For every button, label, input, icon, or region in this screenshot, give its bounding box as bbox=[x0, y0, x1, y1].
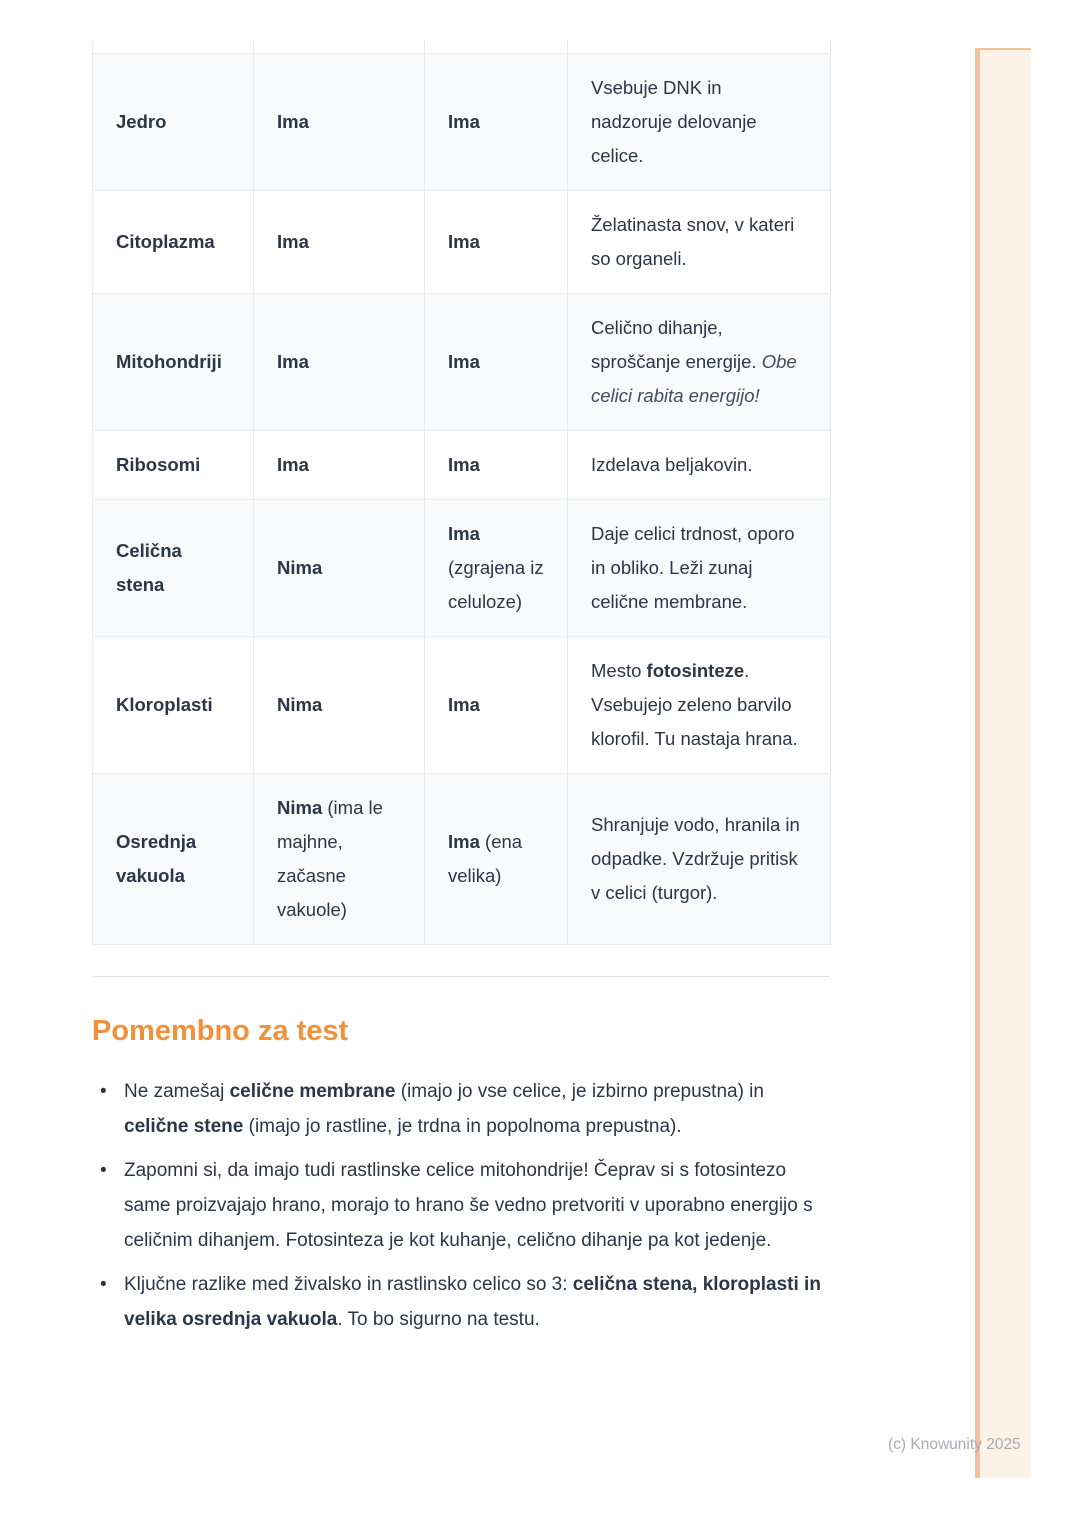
cell-organelle: Mitohondriji bbox=[93, 293, 254, 430]
text: Daje celici trdnost, oporo in obliko. Leži zunaj celične membrane. bbox=[591, 522, 795, 612]
section-heading: Pomembno za test bbox=[92, 1014, 349, 1047]
bold-text: Ima bbox=[277, 110, 309, 132]
text: (zgrajena iz celuloze) bbox=[448, 556, 544, 612]
text: . Vsebujejo zeleno barvilo klorofil. Tu nastaja hrana. bbox=[591, 659, 798, 749]
cell-organelle: Kloroplasti bbox=[93, 636, 254, 773]
bold-text: celične stene bbox=[124, 1115, 244, 1137]
text: Ne zamešaj bbox=[124, 1080, 230, 1102]
table-row bbox=[93, 430, 831, 499]
cell-animal bbox=[254, 636, 425, 773]
cell-plant bbox=[425, 636, 568, 773]
bold-text: Nima bbox=[277, 796, 323, 818]
cell-organelle: Citoplazma bbox=[93, 190, 254, 293]
cell-animal bbox=[254, 190, 425, 293]
bold-text: fotosinteze bbox=[646, 659, 745, 681]
table-row bbox=[93, 53, 831, 190]
text: Izdelava beljakovin. bbox=[591, 453, 753, 475]
section-divider bbox=[92, 976, 830, 977]
bold-text: Ima bbox=[448, 693, 480, 715]
cell-organelle: Ribosomi bbox=[93, 430, 254, 499]
table-row bbox=[93, 499, 831, 636]
bold-text: Ima bbox=[277, 230, 309, 252]
text: (imajo jo vse celice, je izbirno prepustna) in bbox=[395, 1080, 764, 1102]
cell-function bbox=[568, 53, 831, 190]
text: . To bo sigurno na testu. bbox=[337, 1308, 540, 1330]
cell-organelle: Jedro bbox=[93, 53, 254, 190]
cell-animal bbox=[254, 773, 425, 944]
text: Želatinasta snov, v kateri so organeli. bbox=[591, 213, 795, 269]
table-cell-cutoff bbox=[425, 40, 568, 53]
text: Mesto bbox=[591, 659, 647, 681]
watermark: (c) Knowunity 2025 bbox=[888, 1436, 1021, 1453]
cell-organelle: Osrednja vakuola bbox=[93, 773, 254, 944]
bold-text: Ima bbox=[277, 453, 309, 475]
table-cell-cutoff bbox=[254, 40, 425, 53]
cell-plant bbox=[425, 430, 568, 499]
cell-animal bbox=[254, 53, 425, 190]
organelle-comparison-table bbox=[92, 40, 831, 945]
italic-text: Obe celici rabita energijo! bbox=[591, 350, 797, 406]
bold-text: Ima bbox=[448, 453, 480, 475]
table-row bbox=[93, 636, 831, 773]
cell-plant bbox=[425, 53, 568, 190]
cell-plant bbox=[425, 499, 568, 636]
bullet-item bbox=[92, 1153, 830, 1258]
cell-plant bbox=[425, 293, 568, 430]
text: Ključne razlike med živalsko in rastlinsko celico so 3: bbox=[124, 1273, 573, 1295]
bold-text: celična stena, kloroplasti in velika osrednja vakuola bbox=[124, 1273, 821, 1330]
cell-plant bbox=[425, 773, 568, 944]
table-cell-cutoff bbox=[93, 40, 254, 53]
cell-function bbox=[568, 636, 831, 773]
page-accent-bar bbox=[975, 48, 1031, 1478]
cell-animal bbox=[254, 293, 425, 430]
text: Zapomni si, da imajo tudi rastlinske celice mitohondrije! Čeprav si s fotosintezo same proizvajajo hrano, morajo to hrano še vedno pretvoriti v uporabno energijo s celičnim dihanjem. Fotosinteza je kot kuhanje, celično dihanje pa kot jedenje. bbox=[124, 1159, 813, 1251]
bold-text: Ima bbox=[448, 230, 480, 252]
cell-organelle: Celična stena bbox=[93, 499, 254, 636]
bold-text: celične membrane bbox=[229, 1080, 396, 1102]
table-row bbox=[93, 773, 831, 944]
table-row bbox=[93, 190, 831, 293]
text: (ima le majhne, začasne vakuole) bbox=[277, 796, 383, 920]
text: (imajo jo rastline, je trdna in popolnoma prepustna). bbox=[243, 1115, 682, 1137]
bullet-list bbox=[92, 1074, 830, 1337]
cell-function bbox=[568, 293, 831, 430]
text: Shranjuje vodo, hranila in odpadke. Vzdržuje pritisk v celici (turgor). bbox=[591, 813, 800, 903]
table-row-cutoff bbox=[93, 40, 831, 53]
bold-text: Ima bbox=[448, 522, 480, 544]
bullet-item bbox=[92, 1267, 830, 1337]
cell-function bbox=[568, 773, 831, 944]
table-row bbox=[93, 293, 831, 430]
bold-text: Nima bbox=[277, 693, 323, 715]
bold-text: Ima bbox=[448, 110, 480, 132]
bold-text: Nima bbox=[277, 556, 323, 578]
cell-function bbox=[568, 499, 831, 636]
bold-text: Ima bbox=[448, 350, 480, 372]
bullet-item bbox=[92, 1074, 830, 1144]
text: (ena velika) bbox=[448, 830, 523, 886]
cell-function bbox=[568, 190, 831, 293]
cell-plant bbox=[425, 190, 568, 293]
text: Celično dihanje, sproščanje energije. bbox=[591, 316, 762, 372]
content-column bbox=[92, 40, 830, 1346]
text: Vsebuje DNK in nadzoruje delovanje celice. bbox=[591, 76, 757, 166]
table-cell-cutoff bbox=[568, 40, 831, 53]
cell-function bbox=[568, 430, 831, 499]
bold-text: Ima bbox=[277, 350, 309, 372]
bold-text: Ima bbox=[448, 830, 480, 852]
cell-animal bbox=[254, 499, 425, 636]
cell-animal bbox=[254, 430, 425, 499]
